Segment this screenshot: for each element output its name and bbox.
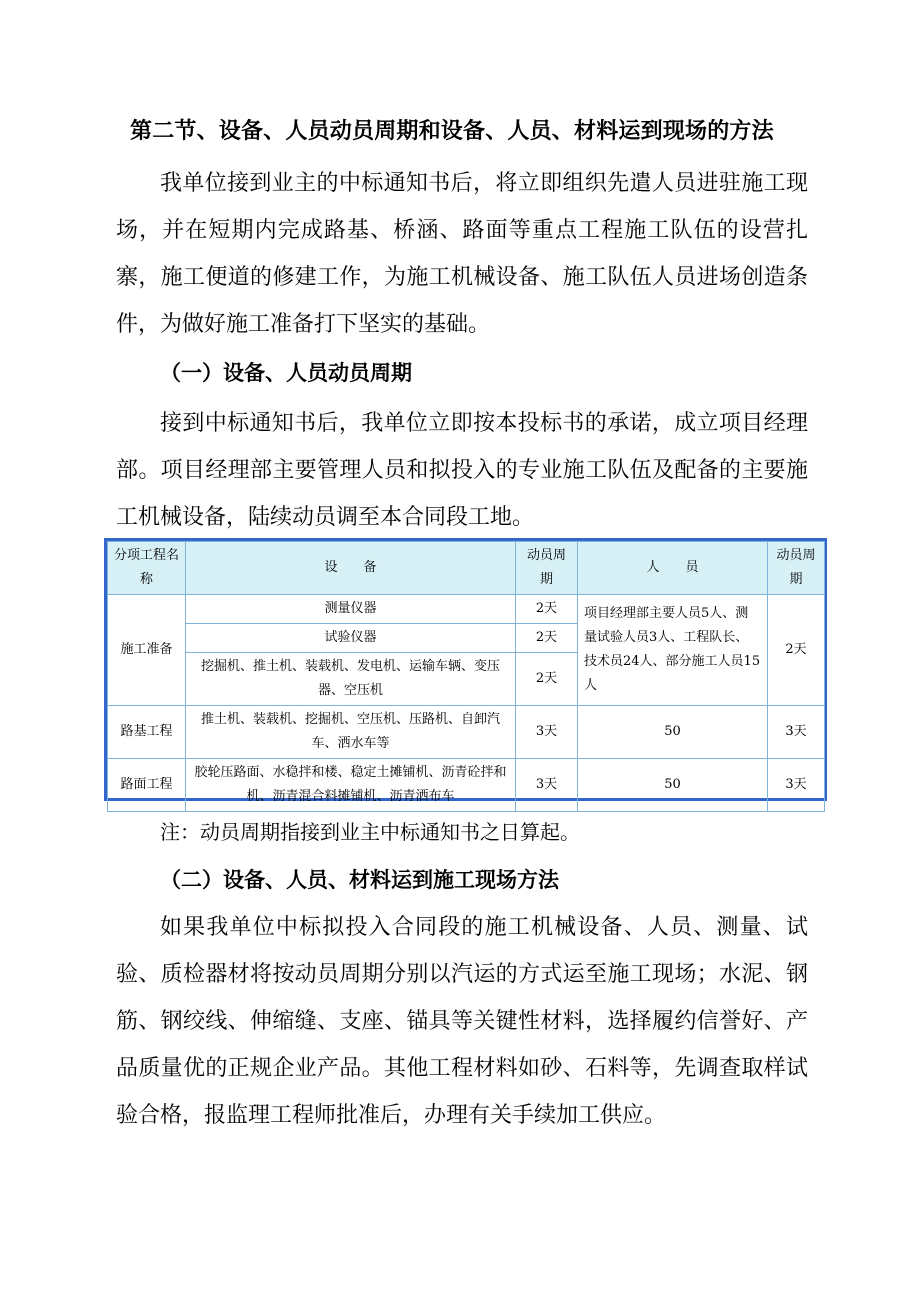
cell-period: 2天 xyxy=(516,595,578,624)
cell-personnel-period: 2天 xyxy=(768,595,825,706)
header-project-name: 分项工程名称 xyxy=(108,542,186,595)
header-equipment-period: 动员周期 xyxy=(516,542,578,595)
transport-paragraph: 如果我单位中标拟投入合同段的施工机械设备、人员、测量、试验、质检器材将按动员周期分别以汽运的方式运至施工现场；水泥、钢筋、钢绞线、伸缩缝、支座、锚具等关键性材料，选择履约信誉好、产品质量优的正规企业产品。其他工程材料如砂、石料等，先调查取样试验合格，报监理工程师批准后，办理有关手续加工供应。 xyxy=(116,915,808,1128)
heading-mobilization-period: （一）设备、人员动员周期 xyxy=(160,361,412,385)
mobilization-table xyxy=(104,538,827,804)
cell-equipment: 挖掘机、推土机、装载机、发电机、运输车辆、变压器、空压机 xyxy=(186,653,516,706)
cell-personnel: 项目经理部主要人员5人、测量试验人员3人、工程队长、技术员24人、部分施工人员15人 xyxy=(578,595,768,706)
cell-equipment: 推土机、装载机、挖掘机、空压机、压路机、自卸汽车、洒水车等 xyxy=(186,706,516,759)
cell-personnel-period: 3天 xyxy=(768,759,825,812)
heading-transport-method: （二）设备、人员、材料运到施工现场方法 xyxy=(160,868,559,892)
cell-period: 3天 xyxy=(516,759,578,812)
cell-period: 2天 xyxy=(516,653,578,706)
intro-paragraph: 我单位接到业主的中标通知书后，将立即组织先遣人员进驻施工现场，并在短期内完成路基、桥涵、路面等重点工程施工队伍的设营扎寨，施工便道的修建工作，为施工机械设备、施工队伍人员进场创造条件，为做好施工准备打下坚实的基础。 xyxy=(116,171,808,337)
header-equipment: 设 备 xyxy=(186,542,516,595)
row-name-roadbed: 路基工程 xyxy=(108,706,186,759)
cell-personnel: 50 xyxy=(578,706,768,759)
header-personnel-period: 动员周期 xyxy=(768,542,825,595)
cell-equipment: 胶轮压路面、水稳拌和楼、稳定土摊铺机、沥青砼拌和机、沥青混合料摊铺机、沥青洒布车 xyxy=(186,759,516,812)
cell-period: 2天 xyxy=(516,624,578,653)
cell-personnel-period: 3天 xyxy=(768,706,825,759)
section-title: 第二节、设备、人员动员周期和设备、人员、材料运到现场的方法 xyxy=(130,119,774,144)
cell-personnel: 50 xyxy=(578,759,768,812)
cell-equipment: 测量仪器 xyxy=(186,595,516,624)
cell-equipment: 试验仪器 xyxy=(186,624,516,653)
row-name-prep: 施工准备 xyxy=(108,595,186,706)
mobilization-paragraph: 接到中标通知书后，我单位立即按本投标书的承诺，成立项目经理部。项目经理部主要管理人员和拟投入的专业施工队伍及配备的主要施工机械设备，陆续动员调至本合同段工地。 xyxy=(116,411,808,530)
cell-period: 3天 xyxy=(516,706,578,759)
row-name-pavement: 路面工程 xyxy=(108,759,186,812)
header-personnel: 人 员 xyxy=(578,542,768,595)
table-note: 注：动员周期指接到业主中标通知书之日算起。 xyxy=(160,820,580,844)
